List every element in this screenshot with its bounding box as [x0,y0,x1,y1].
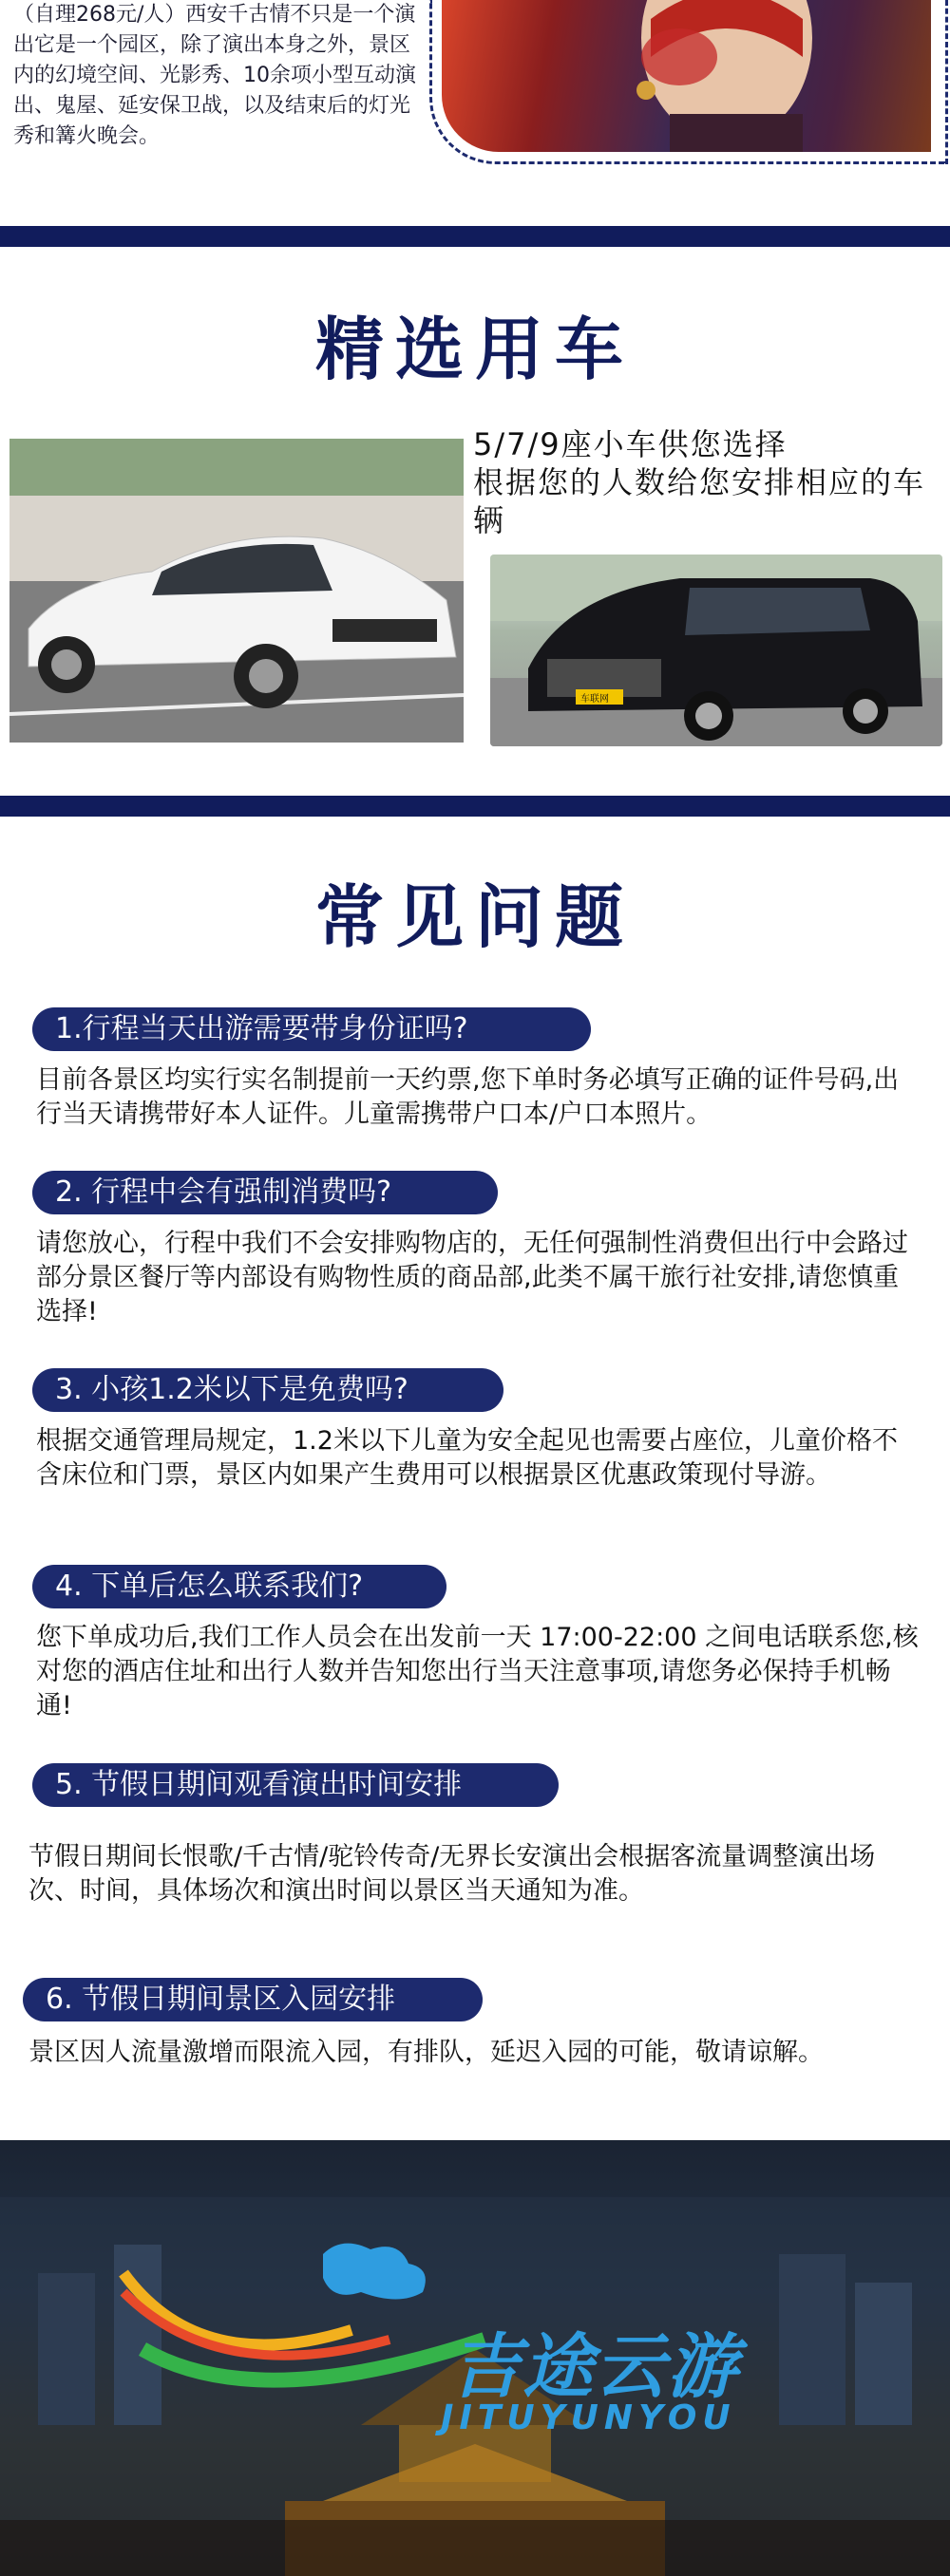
faq-question-2: 2. 行程中会有强制消费吗? [32,1171,498,1214]
performer-photo-frame [429,0,948,164]
section-divider [0,226,950,247]
faq-question-4: 4. 下单后怎么联系我们? [32,1565,446,1608]
brand-name-en: JITUYUNYOU [441,2398,736,2437]
show-description: （自理268元/人）西安千古情不只是一个演出它是一个园区，除了演出本身之外，景区内的幻境空间、光影秀、10余项小型互动演出、鬼屋、延安保卫战，以及结束后的灯光秀和篝火晚会。 [13,3,416,148]
cars-description [473,425,948,539]
brand-logo-swoosh-icon [114,2235,494,2397]
cars-title: 精选用车 [314,310,635,389]
faq-answer-2: 请您放心，行程中我们不会安排购物店的，无任何强制性消费但出行中会路过部分景区餐厅等内部设有购物性质的商品部,此类不属干旅行社安排,请您慎重选择! [36,1229,908,1326]
section-divider-2 [0,796,950,817]
faq-answer-5: 节假日期间长恨歌/千古情/驼铃传奇/无界长安演出会根据客流量调整演出场次、时间，具体场次和演出时间以景区当天通知为准。 [28,1842,876,1906]
brand-name-cn: 吉途云游 [450,2326,739,2408]
faq-answer-4: 您下单成功后,我们工作人员会在出发前一天 17:00-22:00 之间电话联系您,核对您的酒店住址和出行人数并告知您出行当天注意事项,请您务必保持手机畅通! [36,1623,919,1720]
faq-question-6: 6. 节假日期间景区入园安排 [23,1978,483,2021]
sedan-photo [10,439,464,743]
faq-question-5: 5. 节假日期间观看演出时间安排 [32,1763,559,1807]
footer-banner [0,2140,950,2576]
mpv-photo [490,555,942,746]
mpv-plate-badge: 车联网 [580,694,609,705]
faq-question-3: 3. 小孩1.2米以下是免费吗? [32,1368,504,1412]
faq-answer-1: 目前各景区均实行实名制提前一天约票,您下单时务必填写正确的证件号码,出行当天请携带好本人证件。儿童需携带户口本/户口本照片。 [36,1065,900,1129]
faq-answer-3: 根据交通管理局规定，1.2米以下儿童为安全起见也需要占座位，儿童价格不含床位和门票，景区内如果产生费用可以根据景区优惠政策现付导游。 [36,1426,898,1490]
cars-line-1: 5/7/9座小车供您选择 [473,426,788,462]
faq-question-1: 1.行程当天出游需要带身份证吗? [32,1007,591,1051]
cars-line-2: 根据您的人数给您安排相应的车辆 [473,464,926,538]
faq-title: 常见问题 [314,877,635,957]
performer-photo [442,0,931,152]
faq-answer-6: 景区因人流量激增而限流入园，有排队，延迟入园的可能，敬请谅解。 [28,2038,824,2067]
